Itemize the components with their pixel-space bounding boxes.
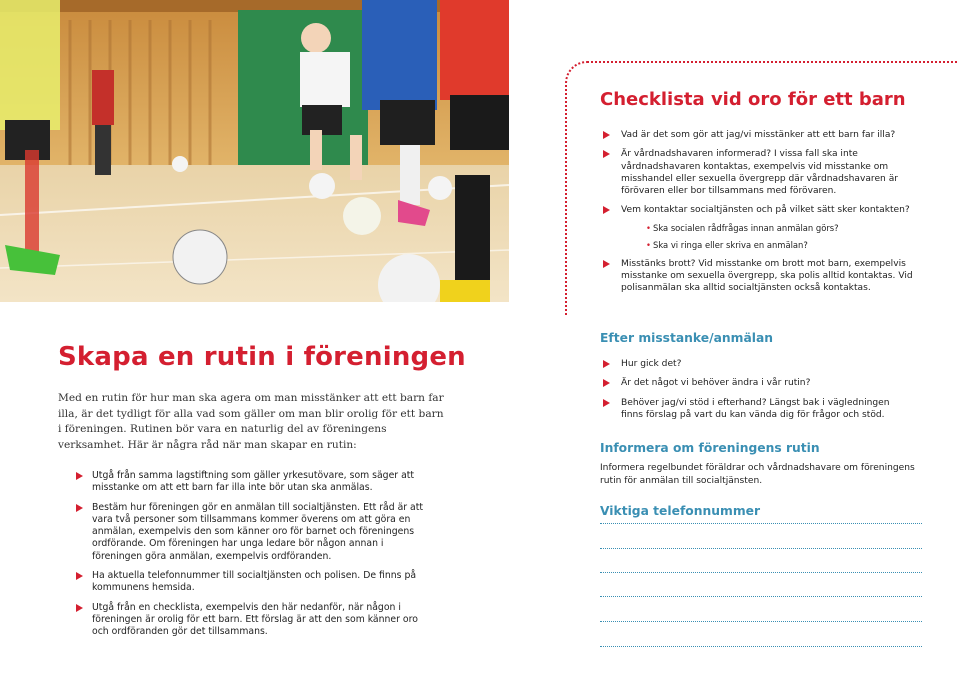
hero-photo: [0, 0, 509, 302]
intro-paragraph: Med en rutin för hur man ska agera om man misstänker att ett barn far illa, är det tydligt för alla vad som gäller om man blir orolig för ett barn i föreningen. Rutinen bör vara en naturlig del av föreningens verksamhet. Här är några råd när man skapar en rutin:: [58, 392, 444, 451]
bullet-triangle-icon: [603, 260, 610, 268]
bullet-triangle-icon: [76, 472, 83, 480]
list-item: Vem kontaktar socialtjänsten och på vilket sätt sker kontakten? • Ska socialen rådfrågas innan anmälan görs? • Ska vi ringa eller skriva en anmälan?: [603, 204, 913, 250]
list-item: Behöver jag/vi stöd i efterhand? Längst bak i vägledningen finns förslag på vart du kan vända dig för frågor och stöd.: [603, 397, 913, 422]
phone-line[interactable]: [600, 646, 922, 647]
bullet-triangle-icon: [76, 604, 83, 612]
bullet-triangle-icon: [603, 131, 610, 139]
inform-text: Informera regelbundet föräldrar och vårdnadshavare om föreningens rutin för anmälan till socialtjänsten.: [600, 463, 915, 486]
phone-line[interactable]: [600, 572, 922, 573]
list-item: Hur gick det?: [603, 358, 913, 370]
bullet-triangle-icon: [603, 399, 610, 407]
phone-line[interactable]: [600, 548, 922, 549]
section-title: Skapa en rutin i föreningen: [58, 342, 466, 372]
bullet-dot-icon: •: [646, 239, 651, 250]
football-hall-illustration: [0, 0, 509, 302]
checklist-title: Checklista vid oro för ett barn: [600, 89, 906, 110]
bullet-triangle-icon: [603, 360, 610, 368]
after-heading: Efter misstanke/anmälan: [600, 331, 774, 345]
list-item: Ha aktuella telefonnummer till socialtjänsten och polisen. De finns på kommunens hemsida.: [76, 570, 436, 595]
checklist: [603, 129, 913, 302]
advice-list: [76, 470, 436, 646]
inform-heading: Informera om föreningens rutin: [600, 441, 820, 455]
list-item: Är vårdnadshavaren informerad? I vissa fall ska inte vårdnadshavaren kontaktas, exempelvis vid misstanke om misshandel eller sexuella övergrepp där vårdnadshavaren är förövaren eller bor tillsammans med förövaren.: [603, 148, 913, 197]
list-item: Misstänks brott? Vid misstanke om brott mot barn, exempelvis misstanke om sexuella övergrepp, ska polis alltid kontaktas. Vid polisanmälan ska alltid socialtjänsten också kontaktas.: [603, 258, 913, 295]
list-item: Vad är det som gör att jag/vi misstänker att ett barn far illa?: [603, 129, 913, 141]
list-item: Utgå från en checklista, exempelvis den här nedanför, när någon i föreningen är orolig för ett barn. Ett förslag är att den som känner oro och ordföranden gör det tillsammans.: [76, 602, 436, 639]
sub-list: [621, 223, 913, 251]
phone-line[interactable]: [600, 596, 922, 597]
sub-list-item: • Ska socialen rådfrågas innan anmälan görs?: [646, 222, 839, 233]
list-item: Är det något vi behöver ändra i vår rutin?: [603, 377, 913, 389]
phone-line[interactable]: [600, 621, 922, 622]
bullet-triangle-icon: [76, 572, 83, 580]
list-item: Utgå från samma lagstiftning som gäller yrkesutövare, som säger att misstanke om att ett barn far illa inte bör utan ska anmälas.: [76, 470, 436, 495]
after-list: [603, 358, 913, 428]
bullet-dot-icon: •: [646, 222, 651, 233]
bullet-triangle-icon: [603, 150, 610, 158]
list-item: Bestäm hur föreningen gör en anmälan till socialtjänsten. Ett råd är att vara två personer som tillsammans kommer överens om att göra en anmälan, exempelvis den som känner oro för barnet och föreningens ordförande. Om föreningen har unga ledare bör någon annan i föreningen göra anmälan, exempelvis ordföranden.: [76, 502, 436, 563]
phone-line[interactable]: [600, 523, 922, 524]
bullet-triangle-icon: [603, 379, 610, 387]
phones-heading: Viktiga telefonnummer: [600, 504, 761, 518]
bullet-triangle-icon: [76, 504, 83, 512]
sub-list-item: • Ska vi ringa eller skriva en anmälan?: [646, 239, 808, 250]
bullet-triangle-icon: [603, 206, 610, 214]
